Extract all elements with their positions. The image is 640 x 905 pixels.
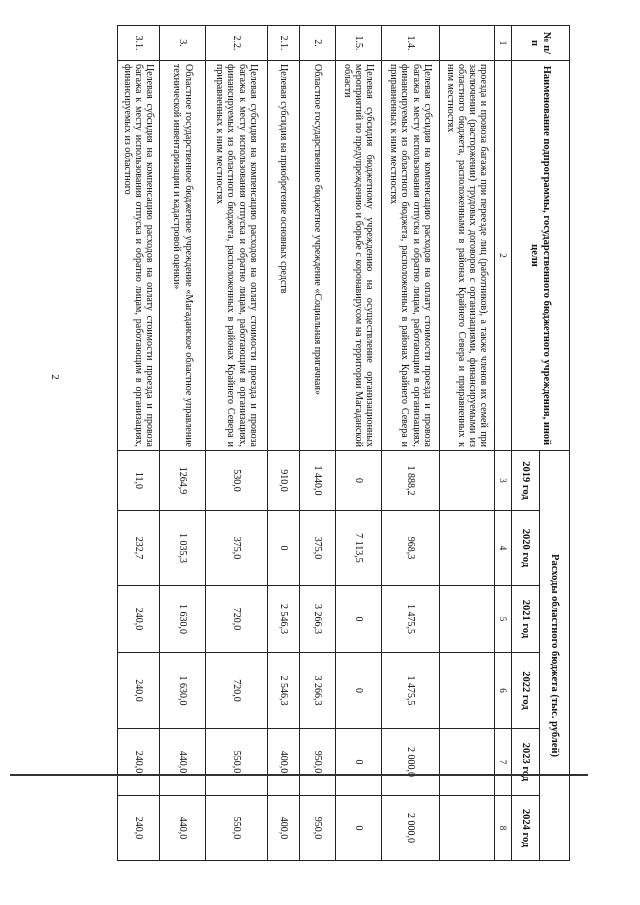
row-value (440, 653, 495, 729)
row-number: 2.1. (268, 26, 300, 61)
header-budget-group: Расходы областного бюджета (тыс. рублей) (540, 451, 570, 861)
row-name: Целевая субсидия на компенсацию расходов на оплату стоимости проезда и провоза багажа к месту использования отпуска и обратно лицам, работающим в организациях, финансируемых из областного (118, 61, 160, 451)
header-year: 2019 год (512, 451, 540, 511)
budget-table (117, 25, 570, 861)
column-index: 8 (495, 796, 512, 861)
row-value (440, 796, 495, 861)
row-number: 1.4. (382, 26, 440, 61)
table-row (268, 26, 300, 861)
row-value: 910,0 (268, 451, 300, 511)
row-value: 232,7 (118, 511, 160, 586)
row-value: 720,0 (206, 653, 268, 729)
horizontal-rule (10, 774, 588, 776)
row-value: 7 113,5 (336, 511, 382, 586)
row-number: 3.1. (118, 26, 160, 61)
header-year: 2020 год (512, 511, 540, 586)
column-index: 3 (495, 451, 512, 511)
header-year: 2022 год (512, 653, 540, 729)
page-number: 2 (48, 374, 61, 380)
row-name: Целевая субсидия на компенсацию расходов на оплату стоимости проезда и провоза багажа к месту использования отпуска и обратно лицам, работающим в организациях, финансируемых из областного бюджета, расположенных в районах Крайнего Севера и приравненных к ним местностях (382, 61, 440, 451)
row-value: 2 000,0 (382, 796, 440, 861)
row-value (440, 511, 495, 586)
column-index: 5 (495, 586, 512, 653)
row-value: 0 (336, 451, 382, 511)
row-value: 400,0 (268, 796, 300, 861)
row-value: 0 (336, 796, 382, 861)
row-value: 240,0 (118, 729, 160, 796)
row-value: 0 (336, 729, 382, 796)
row-value: 0 (268, 511, 300, 586)
row-value: 950,0 (300, 729, 336, 796)
row-value: 1 035,3 (160, 511, 206, 586)
row-value: 240,0 (118, 796, 160, 861)
row-value: 0 (336, 653, 382, 729)
row-value (440, 451, 495, 511)
row-value: 530,0 (206, 451, 268, 511)
row-number: 2. (300, 26, 336, 61)
row-number (440, 26, 495, 61)
column-index: 4 (495, 511, 512, 586)
row-number: 3. (160, 26, 206, 61)
header-num: № п/п (512, 26, 570, 61)
row-name: Областное государственное бюджетное учреждение «Магаданское областное управление технической инвентаризации и кадастровой оценки» (160, 61, 206, 451)
table-row (300, 26, 336, 861)
row-value: 1264,9 (160, 451, 206, 511)
row-value: 1 888,2 (382, 451, 440, 511)
row-value: 1 475,5 (382, 653, 440, 729)
row-name: Целевая субсидия на приобретение основных средств (268, 61, 300, 451)
row-value: 400,0 (268, 729, 300, 796)
header-name: Наименование подпрограммы, государственного бюджетного учреждения, иной цели (512, 61, 570, 451)
row-value: 1 630,0 (160, 653, 206, 729)
column-index: 1 (495, 26, 512, 61)
column-index: 7 (495, 729, 512, 796)
row-value: 2 546,3 (268, 586, 300, 653)
column-index: 2 (495, 61, 512, 451)
row-value (440, 729, 495, 796)
row-name: Целевая субсидия на компенсацию расходов на оплату стоимости проезда и провоза багажа к месту использования отпуска и обратно лицам, работающим в организациях, финансируемых из областного бюджета, расположенных в районах Крайнего Севера и приравненных к ним местностях (206, 61, 268, 451)
table-row (336, 26, 382, 861)
row-value: 1 630,0 (160, 586, 206, 653)
header-year: 2021 год (512, 586, 540, 653)
row-name: проезда и провоза багажа при переезде лиц (работников), а также членов их семей при заключении (расторжении) трудовых договоров с организациями, финансируемыми из областного бюджета, расположенными в районах Крайнего Севера и приравненных к ним местностях (440, 61, 495, 451)
row-value: 550,0 (206, 796, 268, 861)
row-value: 440,0 (160, 729, 206, 796)
row-number: 1.5. (336, 26, 382, 61)
rotated-table-container (80, 25, 570, 860)
row-value: 0 (336, 586, 382, 653)
row-value: 11,0 (118, 451, 160, 511)
row-value: 240,0 (118, 653, 160, 729)
row-value: 375,0 (206, 511, 268, 586)
table-row (440, 26, 495, 861)
row-value: 3 266,3 (300, 586, 336, 653)
table-row (206, 26, 268, 861)
row-value: 720,0 (206, 586, 268, 653)
row-value: 440,0 (160, 796, 206, 861)
row-name: Целевая субсидия бюджетному учреждению на осуществление организационных мероприятий по предупреждению и борьбе с коронавирусом на территории Магаданской области (336, 61, 382, 451)
row-value: 2 000,0 (382, 729, 440, 796)
row-value: 240,0 (118, 586, 160, 653)
row-value: 1 475,5 (382, 586, 440, 653)
row-number: 2.2. (206, 26, 268, 61)
row-value: 968,3 (382, 511, 440, 586)
row-value: 2 546,3 (268, 653, 300, 729)
table-row (382, 26, 440, 861)
row-value: 550,0 (206, 729, 268, 796)
row-value: 1 440,0 (300, 451, 336, 511)
header-year: 2024 год (512, 796, 540, 861)
row-value: 375,0 (300, 511, 336, 586)
row-value (440, 586, 495, 653)
row-name: Областное государственное бюджетное учреждение «Социальная пригачная» (300, 61, 336, 451)
header-year: 2023 год (512, 729, 540, 796)
row-value: 950,0 (300, 796, 336, 861)
table-row (118, 26, 160, 861)
row-value: 3 266,3 (300, 653, 336, 729)
table-row (160, 26, 206, 861)
column-index: 6 (495, 653, 512, 729)
